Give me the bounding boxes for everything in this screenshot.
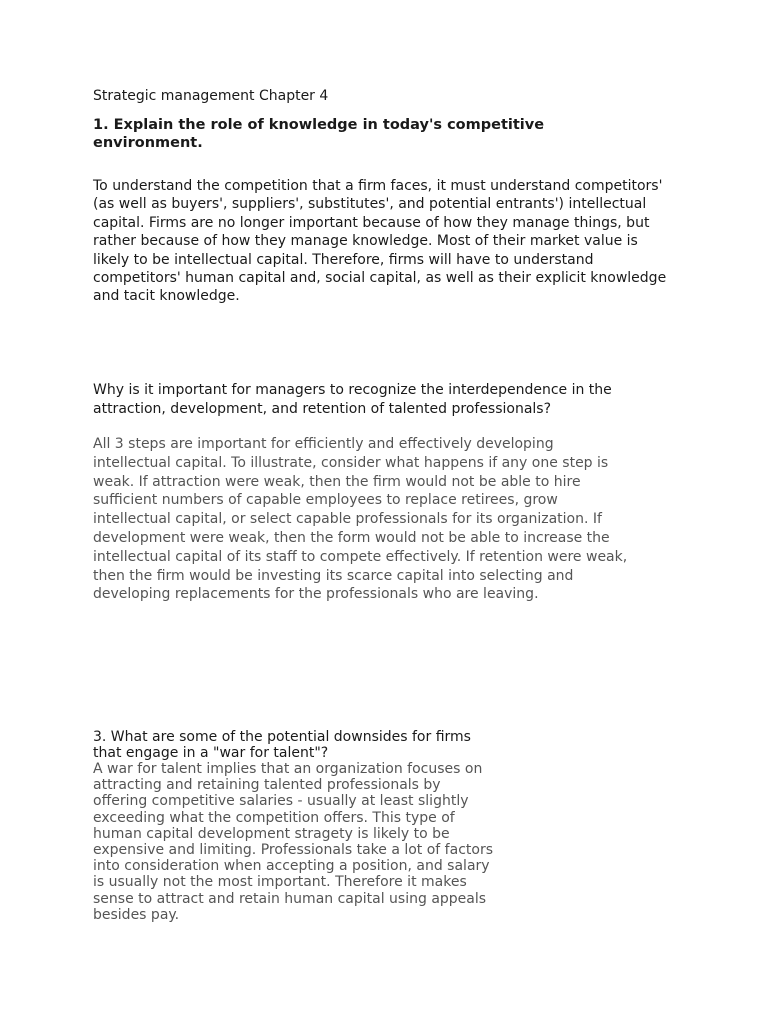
answer-1-line: (as well as buyers', suppliers', substitutes', and potential entrants') intellectual (93, 196, 647, 213)
answer-3-line: besides pay. (93, 906, 180, 923)
answer-3-line: A war for talent implies that an organization focuses on (93, 761, 483, 777)
answer-2-line: All 3 steps are important for efficiently and effectively developing (93, 436, 554, 452)
answer-1-paragraph (93, 177, 693, 306)
question-1-heading-line: 1. Explain the role of knowledge in today's competitive (93, 117, 545, 133)
answer-2-line: development were weak, then the form would not be able to increase the (93, 529, 610, 546)
answer-1-line: To understand the competition that a firm faces, it must understand competitors' (93, 178, 663, 194)
question-2 (93, 381, 693, 419)
answer-2-line: then the firm would be investing its scarce capital into selecting and (93, 567, 574, 584)
question-3-line: that engage in a "war for talent"? (93, 745, 329, 762)
answer-3-line: into consideration when accepting a position, and salary (93, 858, 490, 875)
answer-3-paragraph (93, 761, 533, 923)
answer-3-line: is usually not the most important. Therefore it makes (93, 874, 467, 891)
answer-1-line: likely to be intellectual capital. Therefore, firms will have to understand (93, 251, 594, 268)
answer-1-line: and tacit knowledge. (93, 288, 240, 305)
answer-2-line: developing replacements for the professionals who are leaving. (93, 586, 539, 603)
answer-2-line: sufficient numbers of capable employees to replace retirees, grow (93, 492, 558, 509)
question-2-line: Why is it important for managers to recognize the interdependence in the (93, 382, 612, 398)
question-1-heading-line: environment. (93, 134, 203, 151)
answer-1-line: capital. Firms are no longer important because of how they manage things, but (93, 214, 650, 231)
answer-3-line: offering competitive salaries - usually at least slightly (93, 793, 469, 810)
answer-2-line: intellectual capital. To illustrate, consider what happens if any one step is (93, 454, 609, 471)
question-1-heading (93, 117, 573, 152)
answer-2-paragraph (93, 435, 693, 604)
question-2-line: attraction, development, and retention of talented professionals? (93, 401, 552, 417)
answer-2-line: intellectual capital of its staff to compete effectively. If retention were weak, (93, 548, 628, 565)
answer-3-line: expensive and limiting. Professionals take a lot of factors (93, 842, 493, 859)
answer-1-line: competitors' human capital and, social capital, as well as their explicit knowledge (93, 270, 667, 287)
answer-3-line: exceeding what the competition offers. This type of (93, 809, 455, 826)
answer-3-line: attracting and retaining talented professionals by (93, 777, 441, 794)
answer-2-line: intellectual capital, or select capable professionals for its organization. If (93, 511, 602, 528)
document-title: Strategic management Chapter 4 (93, 88, 329, 104)
answer-1-line: rather because of how they manage knowledge. Most of their market value is (93, 233, 638, 250)
answer-2-line: weak. If attraction were weak, then the firm would not be able to hire (93, 473, 581, 490)
question-3 (93, 729, 523, 761)
question-3-line: 3. What are some of the potential downsides for firms (93, 729, 471, 745)
answer-3-line: human capital development stragety is likely to be (93, 825, 450, 842)
answer-3-line: sense to attract and retain human capital using appeals (93, 890, 487, 907)
